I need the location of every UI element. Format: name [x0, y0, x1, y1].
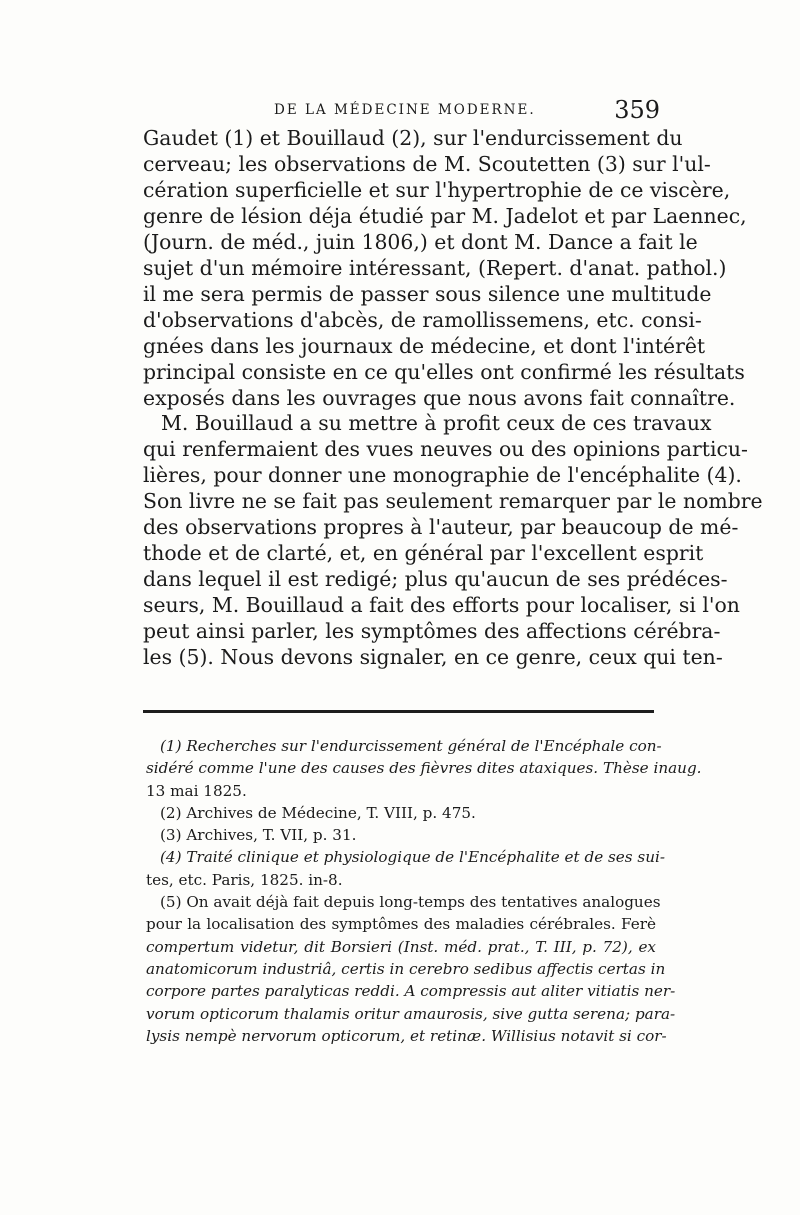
page-number: 359: [614, 96, 660, 124]
body-line: principal consiste en ce qu'elles ont confirmé les résultats: [143, 359, 745, 384]
footnote-line: (1) Recherches sur l'endurcissement général de l'Encéphale con-: [160, 737, 662, 755]
page-header: [142, 96, 660, 126]
body-line: d'observations d'abcès, de ramollissemens, etc. consi-: [143, 307, 702, 332]
body-text: [143, 126, 763, 671]
body-line: Son livre ne se fait pas seulement remarquer par le nombre: [143, 489, 763, 514]
footnotes: [146, 735, 702, 1047]
footnote-line: anatomicorum industriâ, certis in cerebro sedibus affectis certas in: [146, 959, 666, 978]
body-line: des observations propres à l'auteur, par beaucoup de mé-: [143, 515, 739, 540]
footnote-line: corpore partes paralyticas reddi. A compressis aut aliter vitiatis ner-: [146, 982, 676, 1001]
body-line: genre de lésion déja étudié par M. Jadelot et par Laennec,: [143, 203, 747, 228]
footnote-line: (5) On avait déjà fait depuis long-temps des tentatives analogues: [160, 893, 661, 912]
footnote-line: tes, etc. Paris, 1825. in-8.: [146, 870, 343, 889]
body-line: lières, pour donner une monographie de l'encéphalite (4).: [143, 463, 742, 488]
body-line: cération superficielle et sur l'hypertrophie de ce viscère,: [143, 177, 731, 202]
footnote-line: 13 mai 1825.: [146, 781, 247, 800]
body-line: il me sera permis de passer sous silence une multitude: [143, 281, 712, 306]
footnote-line: pour la localisation des symptômes des maladies cérébrales. Ferè: [146, 915, 656, 934]
body-line: (Journ. de méd., juin 1806,) et dont M. Dance a fait le: [143, 229, 698, 254]
body-line: thode et de clarté, et, en général par l'excellent esprit: [143, 541, 704, 566]
footnote-line: compertum videtur, dit Borsieri (Inst. méd. prat., T. III, p. 72), ex: [146, 937, 656, 956]
footnote-line: (2) Archives de Médecine, T. VIII, p. 475.: [160, 803, 476, 822]
running-title: DE LA MÉDECINE MODERNE.: [274, 102, 536, 118]
footnote-line: lysis nempè nervorum opticorum, et retinæ. Willisius notavit si cor-: [146, 1026, 667, 1045]
body-line: exposés dans les ouvrages que nous avons fait connaître.: [143, 385, 736, 410]
body-line: Gaudet (1) et Bouillaud (2), sur l'endurcissement du: [143, 126, 683, 150]
footnote-line: vorum opticorum thalamis oritur amaurosis, sive gutta serena; para-: [146, 1004, 676, 1023]
body-line: les (5). Nous devons signaler, en ce genre, ceux qui ten-: [143, 645, 723, 670]
footnote-separator: [143, 710, 654, 713]
body-line: gnées dans les journaux de médecine, et dont l'intérêt: [143, 333, 706, 358]
body-line: qui renfermaient des vues neuves ou des opinions particu-: [143, 437, 748, 462]
footnote-line: (4) Traité clinique et physiologique de l'Encéphalite et de ses sui-: [160, 848, 665, 867]
body-line: cerveau; les observations de M. Scoutetten (3) sur l'ul-: [143, 151, 711, 176]
footnote-line: sidéré comme l'une des causes des fièvres dites ataxiques. Thèse inaug.: [146, 759, 702, 778]
footnote-line: (3) Archives, T. VII, p. 31.: [160, 826, 357, 845]
body-line: M. Bouillaud a su mettre à profit ceux de ces travaux: [161, 411, 712, 436]
body-line: sujet d'un mémoire intéressant, (Repert. d'anat. pathol.): [143, 255, 727, 280]
body-line: peut ainsi parler, les symptômes des affections cérébra-: [143, 619, 721, 644]
body-line: seurs, M. Bouillaud a fait des efforts pour localiser, si l'on: [143, 593, 740, 618]
body-line: dans lequel il est redigé; plus qu'aucun de ses prédéces-: [143, 567, 728, 592]
